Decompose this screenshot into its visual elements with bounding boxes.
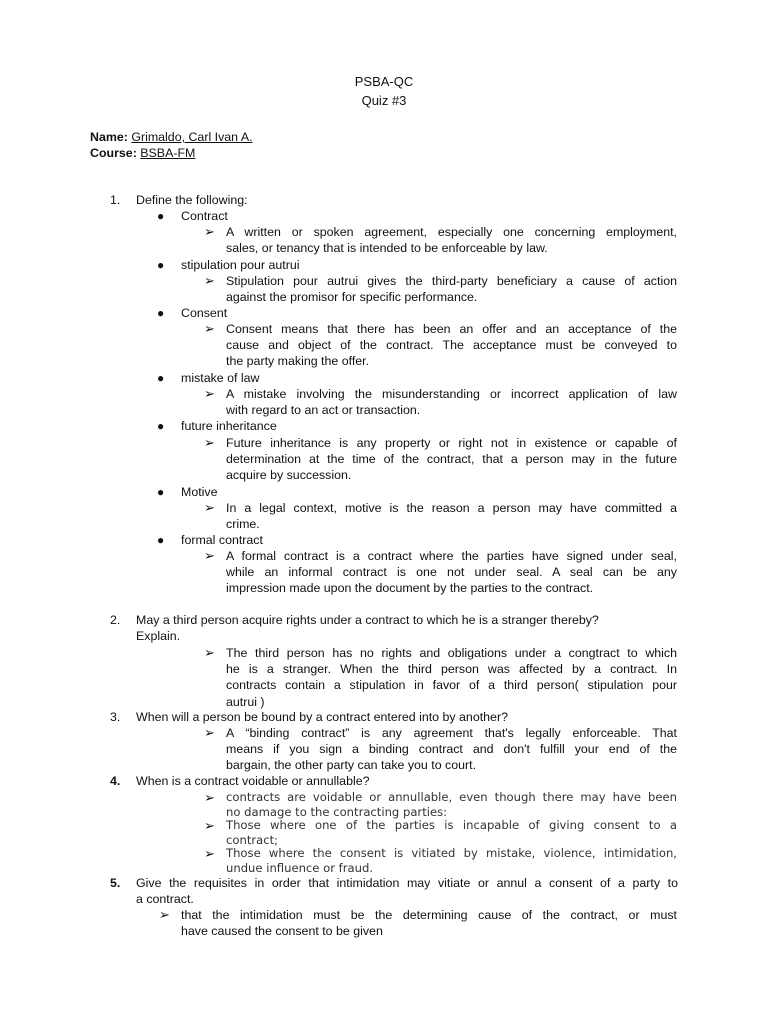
school-heading: PSBA-QC (354, 74, 414, 89)
bullet-icon: ● (157, 371, 165, 385)
term-label: mistake of law (181, 371, 260, 385)
definition-answer: A formal contract is a contract where the parties have signed under seal, while an informal contract is one not under seal. A seal can be any impression made upon the document by the parties to the contract. (226, 549, 677, 596)
bullet-icon: ● (157, 258, 165, 272)
definition-answer: Future inheritance is any property or right not in existence or capable of determination at the time of the contract, that a person may in the future acquire by succession. (226, 436, 677, 483)
course-value: BSBA-FM (140, 146, 196, 160)
arrow-bullet-icon: ➢ (204, 548, 215, 563)
arrow-bullet-icon: ➢ (204, 645, 215, 660)
arrow-bullet-icon: ➢ (204, 321, 215, 336)
term-label: Contract (181, 209, 228, 223)
question-text: Define the following: (136, 193, 248, 207)
question-number: 2. (110, 613, 121, 627)
name-label: Name: (90, 130, 128, 144)
question-answer: contracts are voidable or annullable, even though there may have been no damage to the contracting parties: (226, 790, 677, 819)
term-label: stipulation pour autrui (181, 258, 300, 272)
name-row (90, 129, 253, 145)
term-label: Motive (181, 485, 218, 499)
question-text: May a third person acquire rights under a contract to which he is a stranger thereby? Explain. (136, 613, 599, 644)
arrow-bullet-icon: ➢ (204, 224, 215, 239)
term-label: Consent (181, 306, 228, 320)
term-label: formal contract (181, 533, 263, 547)
question-text: When is a contract voidable or annullable? (136, 774, 370, 788)
bullet-icon: ● (157, 306, 165, 320)
question-number: 5. (110, 876, 121, 890)
arrow-bullet-icon: ➢ (204, 435, 215, 450)
name-value: Grimaldo, Carl Ivan A. (131, 130, 253, 144)
bullet-icon: ● (157, 419, 165, 433)
definition-answer: A mistake involving the misunderstanding or incorrect application of law with regard to an act or transaction. (226, 387, 677, 418)
question-answer: that the intimidation must be the determining cause of the contract, or must have caused the consent to be given (181, 908, 677, 939)
bullet-icon: ● (157, 485, 165, 499)
arrow-bullet-icon: ➢ (204, 846, 215, 861)
question-answer: Those where the consent is vitiated by mistake, violence, intimidation, undue influence or fraud. (226, 846, 677, 875)
question-text: Give the requisites in order that intimidation may vitiate or annul a consent of a party to a contract. (136, 876, 678, 907)
question-number: 1. (110, 193, 121, 207)
bullet-icon: ● (157, 209, 165, 223)
question-text: When will a person be bound by a contract entered into by another? (136, 710, 508, 724)
arrow-bullet-icon: ➢ (204, 273, 215, 288)
question-answer: A “binding contract” is any agreement that's legally enforceable. That means if you sign a binding contract and don't fulfill your end of the bargain, the other party can take you to court. (226, 726, 677, 773)
definition-answer: In a legal context, motive is the reason a person may have committed a crime. (226, 501, 677, 532)
question-answer: The third person has no rights and obligations under a congtract to which he is a stranger. When the third person was affected by a contract. In contracts contain a stipulation in favor of a third person( stipulation pour autrui ) (226, 646, 677, 709)
arrow-bullet-icon: ➢ (204, 500, 215, 515)
definition-answer: Consent means that there has been an offer and an acceptance of the cause and object of the contract. The acceptance must be conveyed to the party making the offer. (226, 322, 677, 369)
arrow-bullet-icon: ➢ (204, 790, 215, 805)
quiz-heading: Quiz #3 (361, 93, 407, 108)
arrow-bullet-icon: ➢ (204, 818, 215, 833)
arrow-bullet-icon: ➢ (204, 725, 215, 740)
course-row (90, 145, 195, 161)
question-number: 4. (110, 774, 121, 788)
term-label: future inheritance (181, 419, 277, 433)
arrow-bullet-icon: ➢ (204, 386, 215, 401)
question-answer: Those where one of the parties is incapable of giving consent to a contract; (226, 818, 677, 847)
course-label: Course: (90, 146, 137, 160)
bullet-icon: ● (157, 533, 165, 547)
definition-answer: A written or spoken agreement, especially one concerning employment, sales, or tenancy that is intended to be enforceable by law. (226, 225, 677, 256)
question-number: 3. (110, 710, 121, 724)
arrow-bullet-icon: ➢ (159, 907, 170, 922)
definition-answer: Stipulation pour autrui gives the third-party beneficiary a cause of action against the promisor for specific performance. (226, 274, 677, 305)
